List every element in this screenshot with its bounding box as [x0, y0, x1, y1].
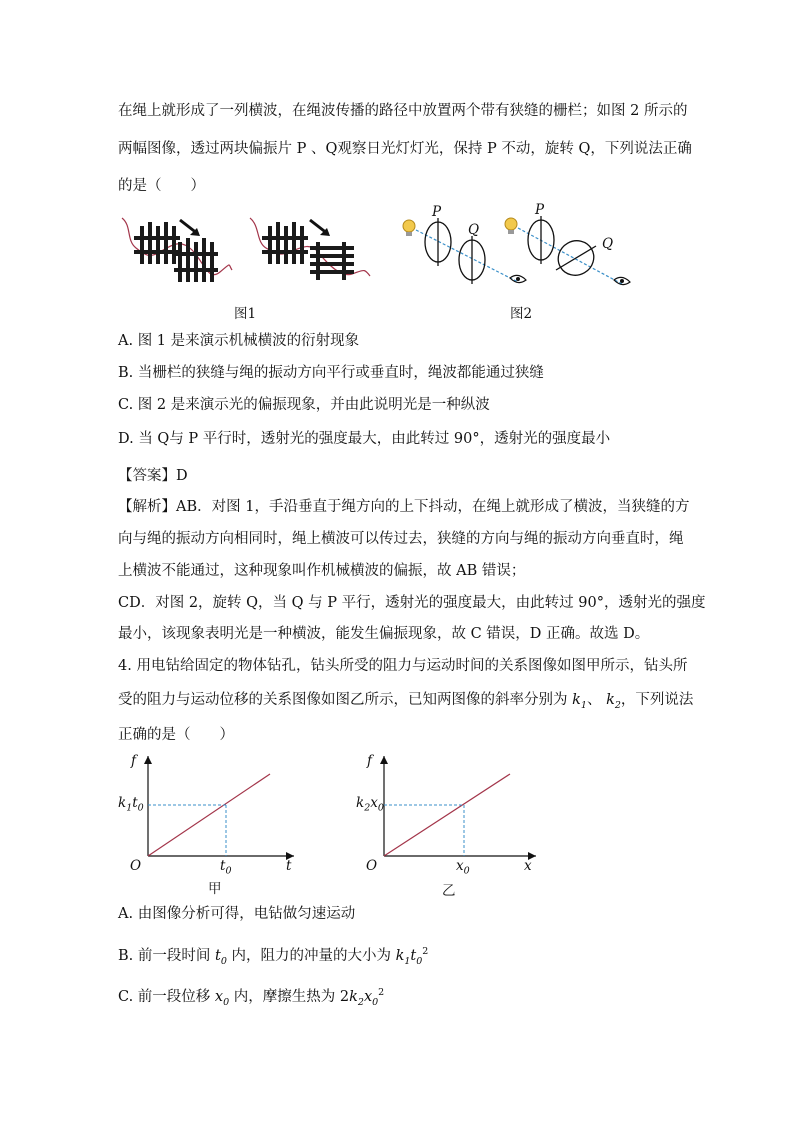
graph-jia-origin: O	[130, 858, 142, 874]
graph-yi-origin: O	[366, 858, 378, 874]
q3-option-d: D. 当 Q与 P 平行时，透射光的强度最大，由此转过 90°，透射光的强度最小	[118, 431, 611, 447]
grating-right-pair	[250, 218, 370, 280]
fig2-label-q2: Q	[602, 236, 614, 252]
analysis-tag: 【解析】	[118, 499, 176, 515]
q3-line-3: 的是（ ）	[118, 178, 205, 194]
slope-k2: $k_2$	[606, 692, 621, 711]
figure-1-gratings	[120, 212, 380, 294]
graph-yi-y-mark: $k_2x_0$	[356, 795, 384, 814]
graph-jia-caption: 甲	[208, 881, 222, 897]
graph-yi	[348, 750, 548, 880]
q4-line-3: 正确的是（ ）	[118, 727, 234, 743]
fig2-label-p1: P	[432, 204, 442, 220]
fig2-label-q1: Q	[468, 222, 480, 238]
eye-icon	[510, 275, 526, 282]
figure-1-caption: 图1	[234, 306, 257, 322]
q3-option-c: C. 图 2 是来演示光的偏振现象，并由此说明光是一种纵波	[118, 397, 490, 413]
graph-yi-x-axis-label: x	[524, 858, 532, 874]
grating-left-pair	[122, 218, 232, 282]
q3-line-2: 两幅图像，透过两块偏振片 P 、Q观察日光灯灯光，保持 P 不动，旋转 Q，下列说法正确	[118, 141, 692, 157]
bulb-icon	[403, 220, 415, 236]
q3-analysis-line-1: 【解析】AB．对图 1，手沿垂直于绳方向的上下抖动，在绳上就形成了横波，当狭缝的方	[118, 499, 690, 515]
answer-value: D	[176, 468, 188, 484]
q4-option-c: C. 前一段位移 $x_0$ 内，摩擦生热为 $2k_2x_0^2$	[118, 987, 385, 1008]
q3-analysis-line-5: 最小，该现象表明光是一种横波，能发生偏振现象，故 C 错误，D 正确。故选 D。	[118, 626, 650, 642]
q4-option-a: A. 由图像分析可得，电钻做匀速运动	[118, 906, 356, 922]
fig2-label-p2: P	[535, 202, 545, 218]
graph-yi-y-axis-label: f	[367, 753, 372, 769]
q3-option-b: B. 当栅栏的狭缝与绳的振动方向平行或垂直时，绳波都能通过狭缝	[118, 365, 544, 381]
bulb-icon	[505, 218, 517, 234]
q4-line-1: 4. 用电钻给固定的物体钻孔，钻头所受的阻力与运动时间的关系图像如图甲所示，钻头所	[118, 658, 688, 674]
q3-analysis-line-3: 上横波不能通过，这种现象叫作机械横波的偏振，故 AB 错误；	[118, 563, 526, 579]
graph-jia-y-mark: $k_1t_0$	[118, 795, 144, 814]
slope-k1: $k_1$	[572, 692, 587, 711]
q3-analysis-line-2: 向与绳的振动方向相同时，绳上横波可以传过去，狭缝的方向与绳的振动方向垂直时，绳	[118, 531, 684, 547]
q3-analysis-line-4: CD．对图 2，旋转 Q，当 Q 与 P 平行，透射光的强度最大，由此转过 90°，透射光的强度	[118, 595, 706, 611]
graph-jia-x-mark: $t_0$	[220, 858, 232, 877]
graph-yi-caption: 乙	[442, 883, 456, 899]
q4-line-2: 受的阻力与运动位移的关系图像如图乙所示，已知两图像的斜率分别为 $k_1$、 $k_2$，下列说法	[118, 692, 694, 711]
graph-jia-y-axis-label: f	[131, 753, 136, 769]
graph-yi-x-mark: $x_0$	[456, 858, 470, 877]
q4-option-b: B. 前一段时间 $t_0$ 内，阻力的冲量的大小为 $k_1t_0^2$	[118, 946, 429, 967]
figure-2-caption: 图2	[510, 306, 533, 322]
answer-tag: 【答案】	[118, 468, 176, 484]
q3-option-a: A. 图 1 是来演示机械横波的衍射现象	[118, 333, 360, 349]
graph-jia	[112, 750, 312, 880]
q3-line-1: 在绳上就形成了一列横波，在绳波传播的路径中放置两个带有狭缝的栅栏；如图 2 所示的	[118, 103, 688, 119]
q3-answer	[118, 466, 188, 486]
graph-jia-x-axis-label: t	[286, 858, 292, 874]
